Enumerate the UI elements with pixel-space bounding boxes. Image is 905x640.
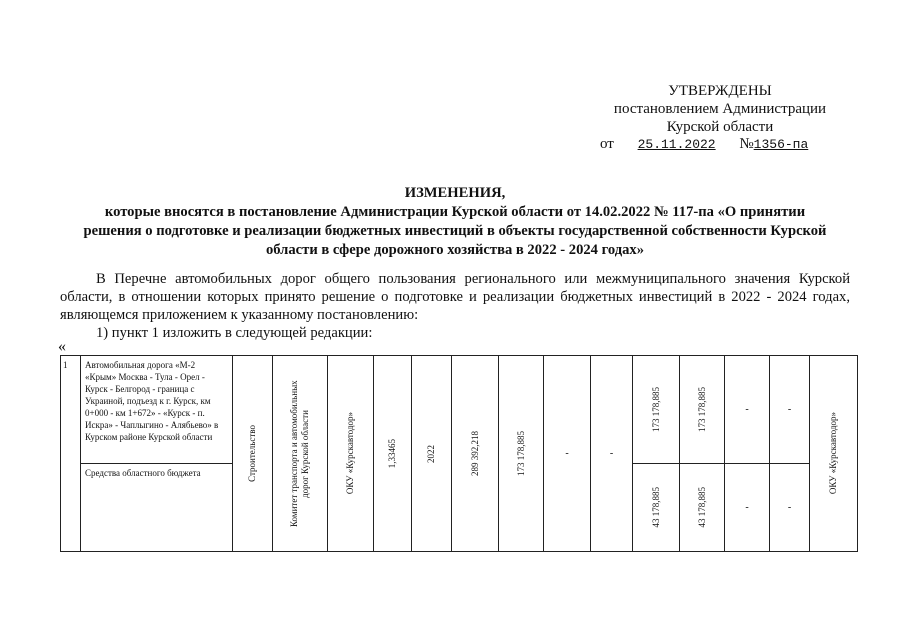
body-item: 1) пункт 1 изложить в следующей редакции: [96,325,373,341]
dash-1: - [565,448,569,459]
row1-dash-cell-2 [770,356,810,464]
work-type-cell [233,356,273,552]
body-text [60,270,850,342]
responsible-cell [273,356,328,552]
document-heading [60,184,850,260]
object-name: Автомобильная дорога «М-2 «Крым» Москва - Тула - Орел - Курск - Белгород - граница с Украиной, подъезд к г. Курск, км 0+000 - км 1+672» - «Курск - п. Искра» - Чаплыгино - Алябьево» в Курском районе Курской области [81,356,233,464]
dash-2: - [609,448,614,459]
developer-cell [810,356,858,552]
length-cell [374,356,412,552]
year-cell [412,356,452,552]
row1-value-1: 173 178,885 [650,387,661,432]
investment-table [60,355,858,552]
heading-title: ИЗМЕНЕНИЯ, [404,185,506,201]
dash-cell-2 [591,356,633,552]
heading-line-3: области в сфере дорожного хозяйства в 2022 - 2024 годах» [265,242,645,258]
body-paragraph: В Перечне автомобильных дорог общего пользования регионального или межмуниципального значения Курской области, в отношении которых принято решение о подготовке и реализации бюджетных инвестиций в 2022 - 2024 годах, являющемся приложением к указанному постановлению: [60,271,850,323]
approval-title: УТВЕРЖДЕНЫ [668,83,772,99]
road-length: 1,33465 [387,438,397,469]
heading-line-1: которые вносятся в постановление Администрации Курской области от 14.02.2022 № 117-па «О принятии [104,204,806,220]
approval-line-2: постановлением Администрации [613,101,827,117]
row2-dash-cell-1 [725,464,770,552]
approval-date: 25.11.2022 [637,137,716,152]
funding-source: Средства областного бюджета [81,464,233,552]
opening-quote: « [58,338,66,355]
approval-date-line [600,136,826,153]
row2-dash-cell-2 [770,464,810,552]
row1-value-2-cell [680,356,725,464]
total-cost: 289 392,218 [469,431,480,476]
year: 2022 [426,444,436,463]
heading-line-2: решения о подготовке и реализации бюджетных инвестиций в объекты государственной собственности Курской [83,223,827,239]
number-label: № [739,136,754,152]
row1-value-2: 173 178,885 [696,387,707,432]
row1-value-1-cell [633,356,680,464]
dash-cell-1 [544,356,591,552]
responsible-body: Комитет транспорта и автомобильных дорог Курской области [289,380,310,527]
row2-value-2-cell [680,464,725,552]
invest-total: 173 178,885 [515,431,526,476]
row2-dash-2: - [787,502,792,513]
work-type: Строительство [247,425,257,482]
row2-value-1: 43 178,885 [650,487,661,528]
row1-dash-2: - [787,404,792,415]
approval-number: 1356-па [753,137,809,152]
customer-cell [328,356,374,552]
row1-dash-1: - [745,404,749,415]
row2-value-2: 43 178,885 [696,487,707,528]
developer: ОКУ «Курскавтодор» [828,412,838,495]
row-number: 1 [61,356,81,552]
row2-dash-1: - [745,502,749,513]
total-cost-cell [452,356,499,552]
customer: ОКУ «Курскавтодор» [345,412,355,495]
row1-dash-cell-1 [725,356,770,464]
approval-block [560,82,880,136]
row2-value-1-cell [633,464,680,552]
date-from-label: от [600,136,614,152]
approval-line-3: Курской области [666,119,774,135]
invest-total-cell [499,356,544,552]
